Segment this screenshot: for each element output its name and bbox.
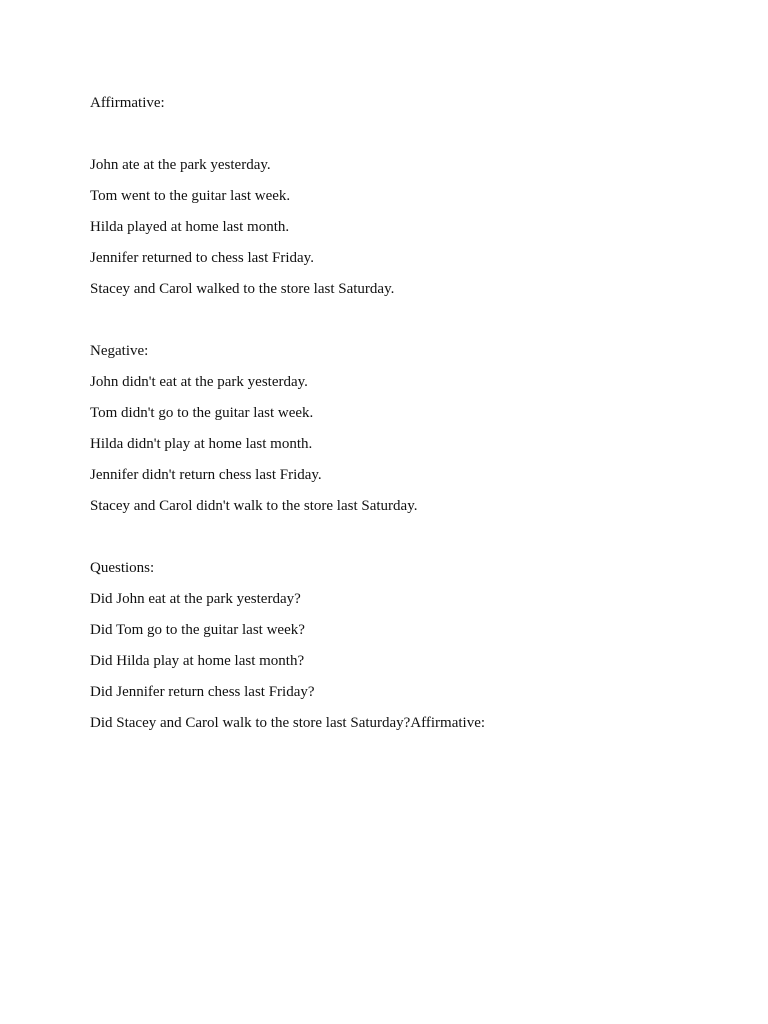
section-heading-negative: Negative: [90,343,149,359]
affirmative-sentence-2: Tom went to the guitar last week. [90,188,291,204]
negative-sentence-3: Hilda didn't play at home last month. [90,436,313,452]
negative-sentence-4: Jennifer didn't return chess last Friday. [90,467,322,483]
negative-sentence-5: Stacey and Carol didn't walk to the store last Saturday. [90,498,418,514]
section-heading-affirmative: Affirmative: [90,95,165,111]
question-sentence-3: Did Hilda play at home last month? [90,653,305,669]
question-sentence-5: Did Stacey and Carol walk to the store last Saturday?Affirmative: [90,715,486,731]
section-heading-questions: Questions: [90,560,155,576]
question-sentence-1: Did John eat at the park yesterday? [90,591,301,607]
question-sentence-2: Did Tom go to the guitar last week? [90,622,305,638]
negative-sentence-2: Tom didn't go to the guitar last week. [90,405,314,421]
negative-sentence-1: John didn't eat at the park yesterday. [90,374,308,390]
affirmative-sentence-3: Hilda played at home last month. [90,219,290,235]
affirmative-sentence-4: Jennifer returned to chess last Friday. [90,250,314,266]
affirmative-sentence-5: Stacey and Carol walked to the store last Saturday. [90,281,395,297]
question-sentence-4: Did Jennifer return chess last Friday? [90,684,315,700]
affirmative-sentence-1: John ate at the park yesterday. [90,157,271,173]
